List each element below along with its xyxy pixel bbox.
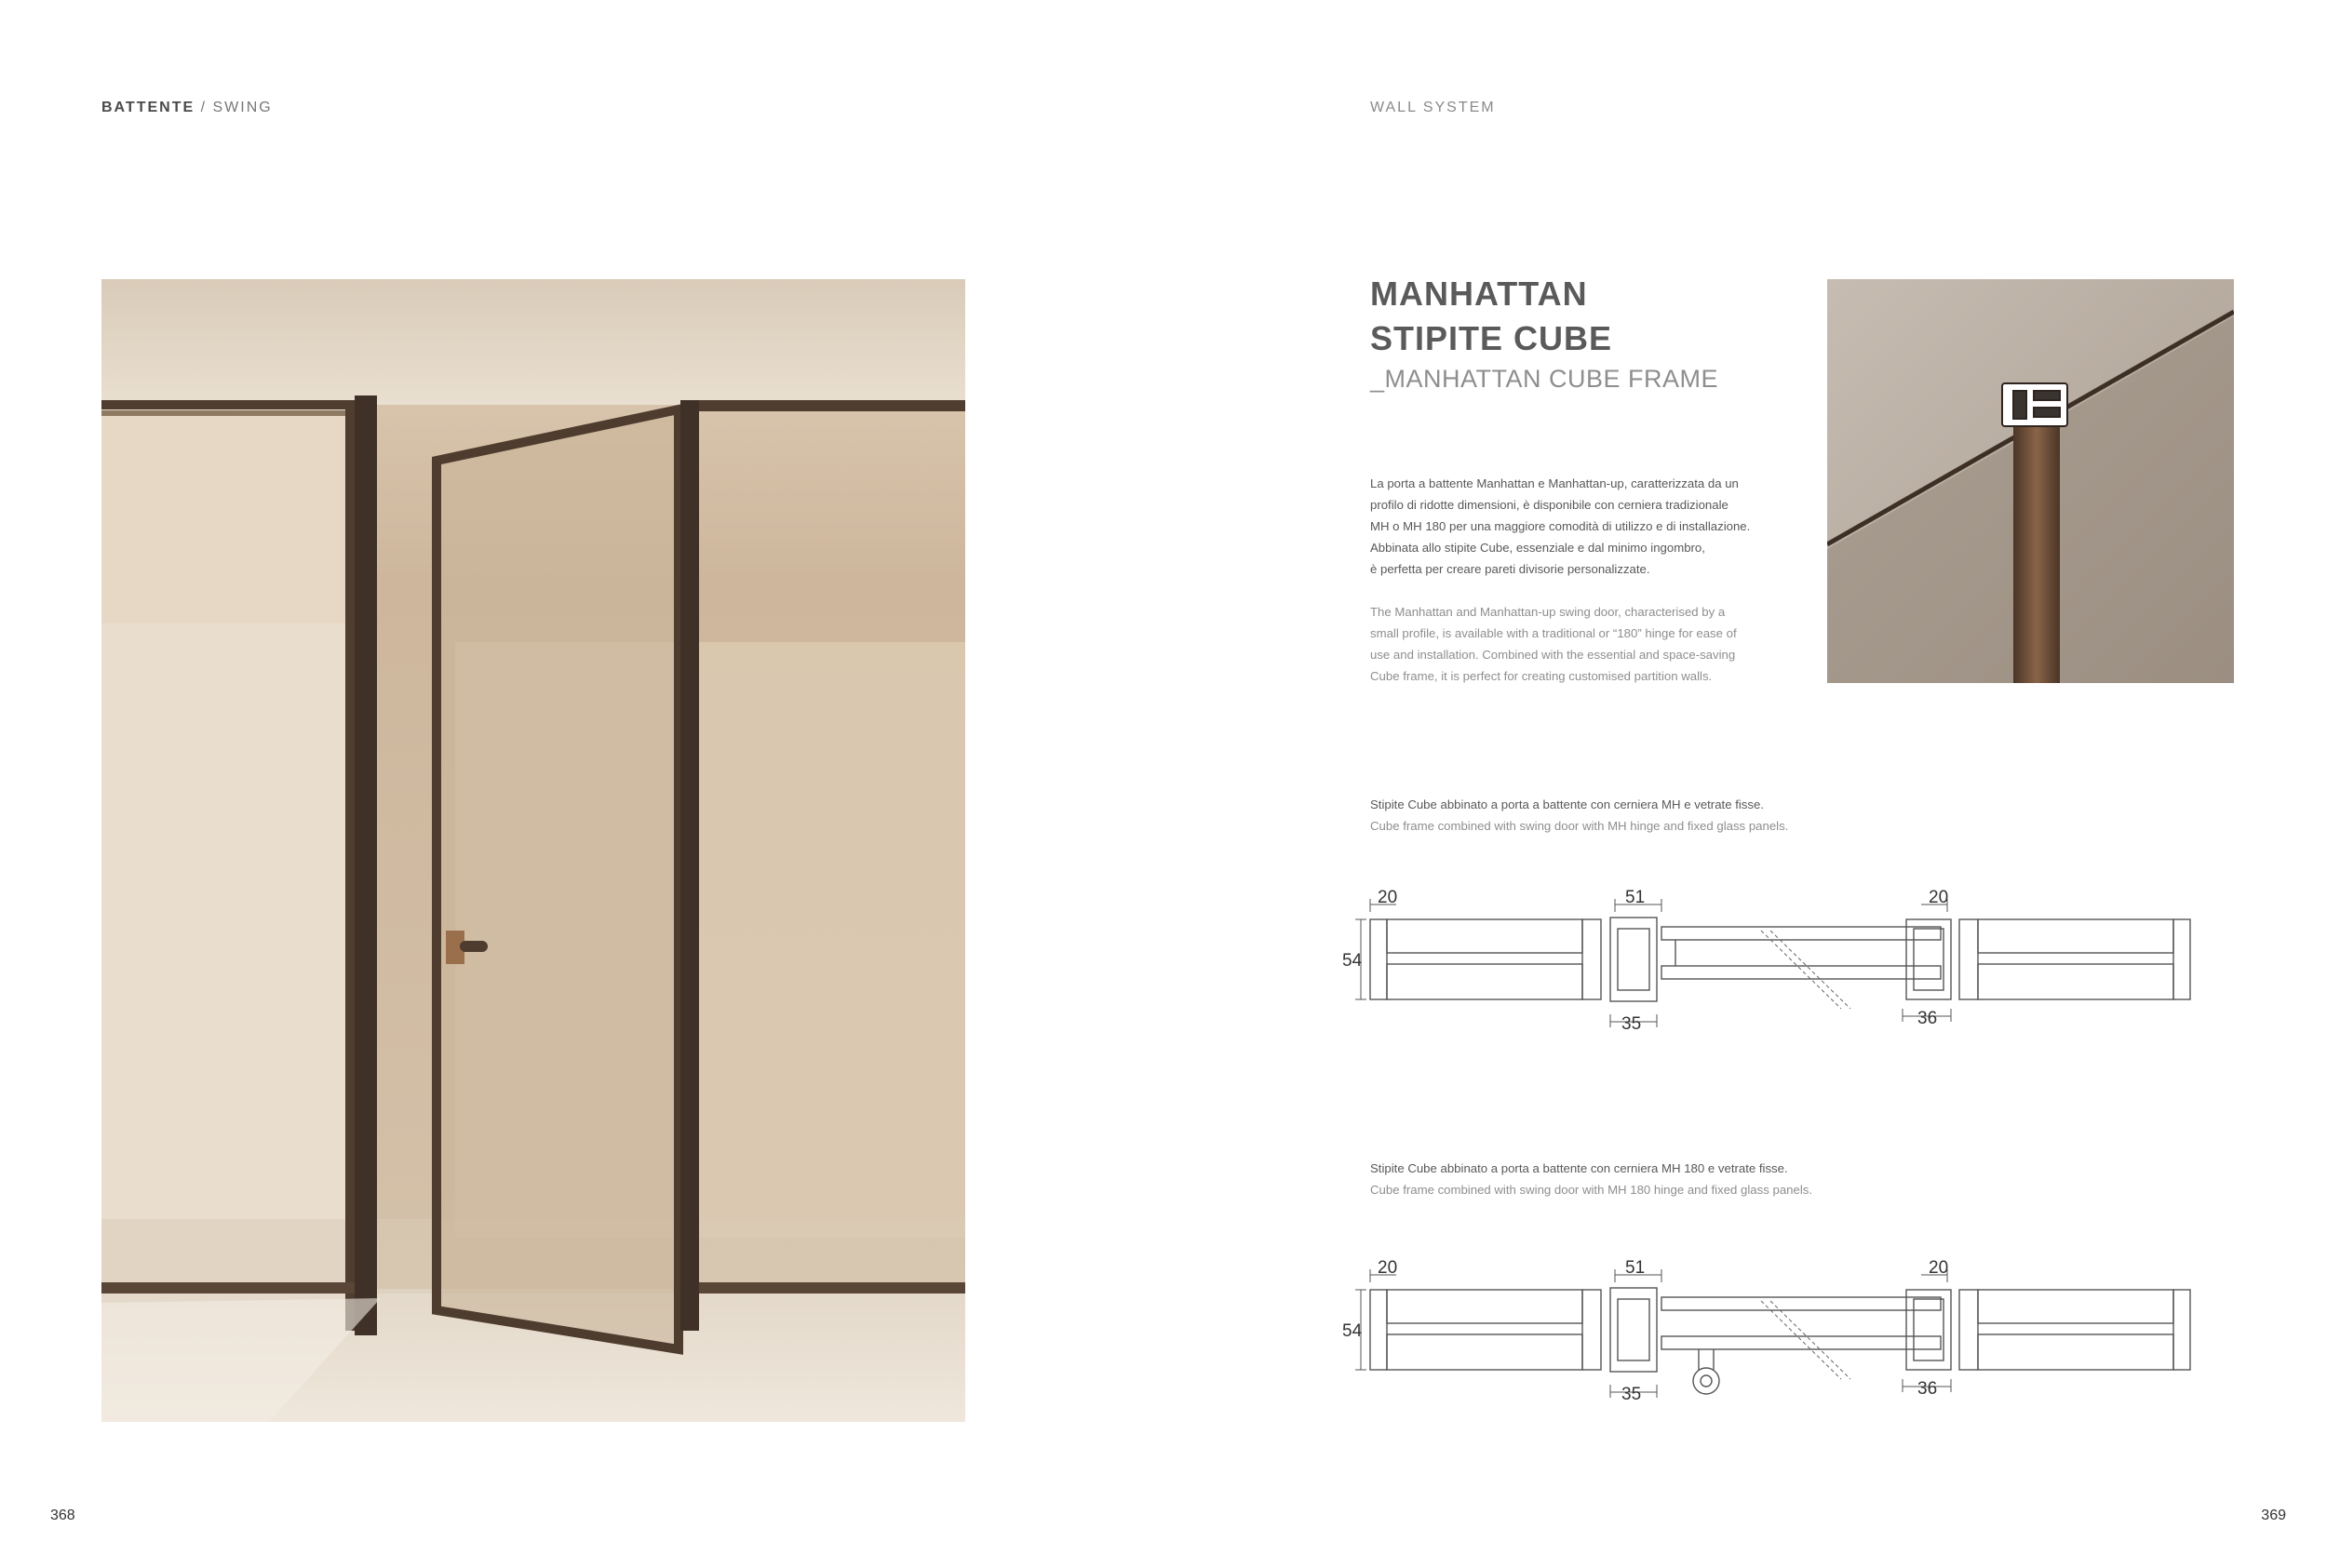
dim-e: 36	[1917, 1379, 1938, 1399]
description-it-line: La porta a battente Manhattan e Manhattan-up, caratterizzata da un	[1370, 476, 1739, 490]
dim-d: 35	[1621, 1014, 1642, 1034]
dim-a: 20	[1378, 888, 1398, 907]
section-drawing-mh180	[1340, 1254, 2234, 1413]
description-it-line: profilo di ridotte dimensioni, è disponibile con cerniera tradizionale	[1370, 498, 1728, 512]
drawing2-caption-it: Stipite Cube abbinato a porta a battente con cerniera MH 180 e vetrate fisse.	[1370, 1161, 1788, 1175]
description-it-line: Abbinata allo stipite Cube, essenziale e dal minimo ingombro,	[1370, 541, 1705, 555]
dim-b: 51	[1625, 888, 1646, 907]
product-title	[1370, 272, 1612, 361]
product-title-line2: STIPITE CUBE	[1370, 319, 1613, 357]
dim-e: 36	[1917, 1009, 1938, 1028]
section-label-rest: / SWING	[195, 100, 273, 115]
description-en-line: The Manhattan and Manhattan-up swing door, characterised by a	[1370, 605, 1726, 619]
dim-height: 54	[1342, 1321, 1363, 1341]
page-number-left: 368	[50, 1508, 75, 1523]
section-drawing-mh	[1340, 884, 2234, 1042]
section-label-bold: BATTENTE	[101, 100, 195, 115]
dim-c: 20	[1929, 1258, 1949, 1278]
description-it-line: è perfetta per creare pareti divisorie personalizzate.	[1370, 562, 1650, 576]
dim-c: 20	[1929, 888, 1949, 907]
description-english	[1370, 601, 1780, 687]
product-subtitle: _MANHATTAN CUBE FRAME	[1370, 365, 1719, 393]
drawing2-caption-en: Cube frame combined with swing door with MH 180 hinge and fixed glass panels.	[1370, 1183, 1813, 1197]
dim-b: 51	[1625, 1258, 1646, 1278]
hinge-detail-photo	[1827, 279, 2234, 683]
page-number-right: 369	[2261, 1508, 2286, 1523]
description-en-line: use and installation. Combined with the essential and space-saving	[1370, 648, 1736, 662]
dim-a: 20	[1378, 1258, 1398, 1278]
description-en-line: small profile, is available with a traditional or “180” hinge for ease of	[1370, 626, 1737, 640]
dim-height: 54	[1342, 951, 1363, 971]
section-label-right: WALL SYSTEM	[1370, 100, 1496, 115]
dim-d: 35	[1621, 1385, 1642, 1404]
drawing1-caption-it: Stipite Cube abbinato a porta a battente con cerniera MH e vetrate fisse.	[1370, 797, 1764, 811]
description-en-line: Cube frame, it is perfect for creating customised partition walls.	[1370, 669, 1713, 683]
door-interior-photo	[101, 279, 965, 1422]
section-label	[101, 100, 273, 116]
description-italian	[1370, 473, 1780, 580]
product-title-line1: MANHATTAN	[1370, 275, 1588, 313]
description-it-line: MH o MH 180 per una maggiore comodità di utilizzo e di installazione.	[1370, 519, 1751, 533]
drawing1-caption-en: Cube frame combined with swing door with MH hinge and fixed glass panels.	[1370, 819, 1789, 833]
